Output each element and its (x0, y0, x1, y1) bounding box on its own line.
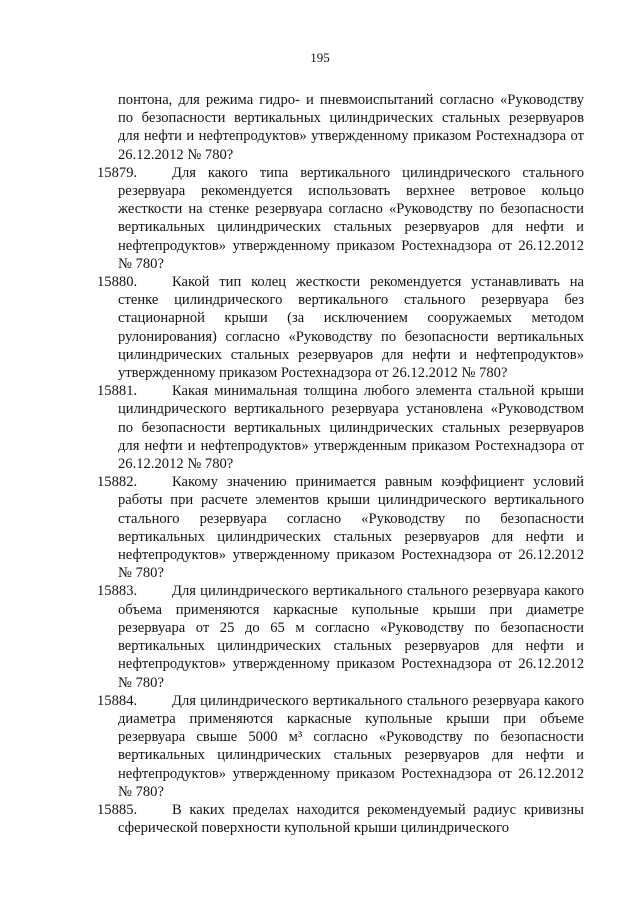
question-text: Для цилиндрического вертикального стального резервуара какого объема применяются каркасные купольные крыши при диаметре резервуара от 25 до 65 м согласно «Руководству по безопасности вертикальных цилиндрических стальных резервуаров для нефти и нефтепродуктов» утвержденному приказом Ростехнадзора от 26.12.2012 № 780? (118, 583, 584, 691)
question-number: 15881. (97, 383, 138, 400)
question-text: В каких пределах находится рекомендуемый радиус кривизны сферической поверхности купольной крыши цилиндрического (118, 801, 584, 837)
question-item-15880 (97, 273, 584, 382)
question-number: 15879. (97, 164, 138, 181)
question-number: 15880. (97, 274, 138, 291)
question-number: 15883. (97, 583, 138, 600)
question-item-15885 (97, 801, 584, 837)
question-text: Какому значению принимается равным коэффициент условий работы при расчете элементов крыши цилиндрического вертикального стального резервуара согласно «Руководству по безопасности вертикальных цилиндрических стальных резервуаров для нефти и нефтепродуктов» утвержденному приказом Ростехнадзора от 26.12.2012 № 780? (118, 474, 584, 582)
continuation-paragraph: понтона, для режима гидро- и пневмоиспытаний согласно «Руководству по безопасности вертикальных цилиндрических стальных резервуаров для нефти и нефтепродуктов» утвержденному приказом Ростехнадзора от 26.12.2012 № 780? (118, 92, 584, 163)
page-number: 195 (310, 50, 330, 65)
question-text: Какая минимальная толщина любого элемента стальной крыши цилиндрического вертикального резервуара установлена «Руководством по безопасности вертикальных цилиндрических стальных резервуаров для нефти и нефтепродуктов» утвержденным приказом Ростехнадзора от 26.12.2012 № 780? (118, 383, 584, 473)
question-number: 15882. (97, 474, 138, 491)
question-item-15884 (97, 692, 584, 801)
question-text: Для какого типа вертикального цилиндрического стального резервуара рекомендуется использовать верхнее ветровое кольцо жесткости на стенке резервуара согласно «Руководству по безопасности вертикальных цилиндрических стальных резервуаров для нефти и нефтепродуктов» утвержденному приказом Ростехнадзора от 26.12.2012 № 780? (118, 164, 584, 272)
question-item-15879 (97, 164, 584, 273)
question-item-15883 (97, 582, 584, 691)
question-text: Какой тип колец жесткости рекомендуется устанавливать на стенке цилиндрического вертикального стального резервуара без стационарной крыши (за исключением сооружаемых методом рулонирования) согласно «Руководству по безопасности вертикальных цилиндрических стальных резервуаров для нефти и нефтепродуктов» утвержденному приказом Ростехнадзора от 26.12.2012 № 780? (118, 274, 584, 382)
question-text: Для цилиндрического вертикального стального резервуара какого диаметра применяются каркасные купольные крыши при объеме резервуара свыше 5000 м³ согласно «Руководству по безопасности вертикальных цилиндрических стальных резервуаров для нефти и нефтепродуктов» утвержденному приказом Ростехнадзора от 26.12.2012 № 780? (118, 692, 584, 800)
document-body (97, 91, 584, 837)
question-number: 15885. (97, 801, 138, 818)
question-number: 15884. (97, 692, 138, 709)
question-item-15882 (97, 473, 584, 582)
question-item-15881 (97, 382, 584, 473)
